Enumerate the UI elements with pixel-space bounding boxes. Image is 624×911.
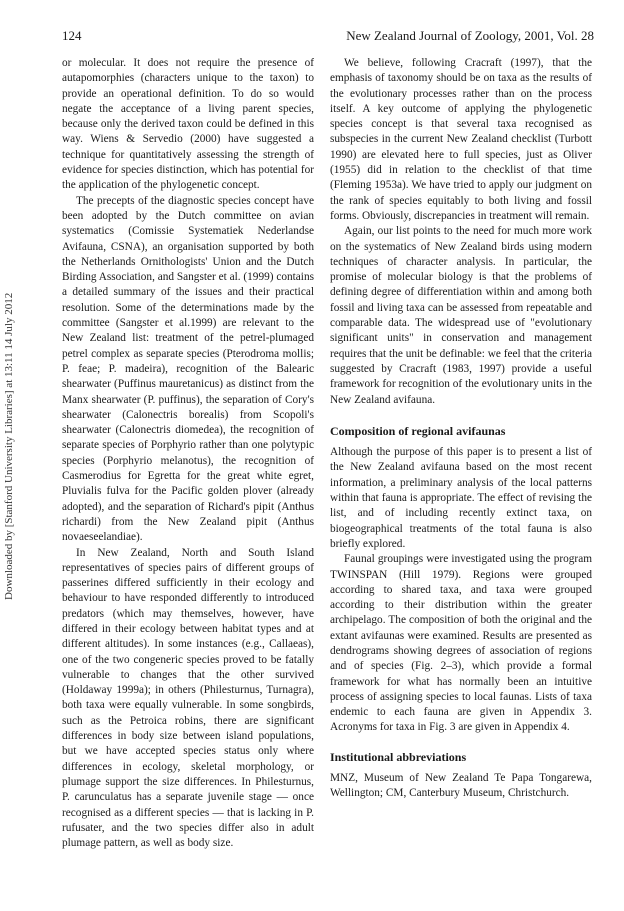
- right-paragraph-2: Again, our list points to the need for much more work on the systematics of New Zealand birds using modern techniques of character analysis. In particular, the promise of molecular biology is that the problems of defining degree of differentiation within and among both fossil and living taxa can be assessed from repeatable and comparable data. The widespread use of "evolutionary significant units" in conservation and management requires that the unit be definable: we feel that the criteria suggested by Cracraft (1983, 1997) provide a useful framework for recognition of the evolutionary units in the New Zealand avifauna.: [330, 225, 592, 406]
- journal-title: New Zealand Journal of Zoology, 2001, Vol. 28: [346, 28, 594, 43]
- page-number: 124: [62, 28, 82, 43]
- right-paragraph-5: MNZ, Museum of New Zealand Te Papa Tongarewa, Wellington; CM, Canterbury Museum, Christchurch.: [330, 772, 592, 800]
- section-heading-composition: Composition of regional avifaunas: [330, 423, 506, 438]
- left-paragraph-1: or molecular. It does not require the presence of autapomorphies (characters unique to the taxon) to provide an operational definition. To do so would negate the acceptance of a living parent species, because only the derived taxon could be defined in this way. Wiens & Servedio (2000) have suggested a technique for quantitatively assessing the strength of evidence for species distinction, which has potential for the application of the phylogenetic concept.: [62, 57, 314, 192]
- left-paragraph-3: In New Zealand, North and South Island representatives of species pairs of different groups of passerines differed sufficiently in their ecology and behaviour to have responded differently to introduced predators (which may themselves, however, have differed in their ecology between habitat types and at different altitudes). In some instances (e.g., Callaeas), one of the two congeneric species proved to be fatally vulnerable to changes that the other survived (Holdaway 1999a); in others (Philesturnus, Turnagra), both taxa were equally vulnerable. In some songbirds, such as the Petroica robins, there are significant differences in body size between island populations, but we have accepted species status only where differences in ecology, skeletal morphology, or plumage support the size differences. In Philesturnus, P. carunculatus has a separate juvenile stage — once recognised as a different species — that is lacking in P. rufusater, and the two species differ also in adult plumage pattern, as well as body size.: [62, 546, 314, 850]
- right-paragraph-1: We believe, following Cracraft (1997), that the emphasis of taxonomy should be on taxa as the results of the evolutionary processes rather than on the process itself. A key outcome of applying the phylogenetic species concept is that several taxa recognised as subspecies in the current New Zealand checklist (Turbott 1990) are elevated here to full species, just as Oliver (1955) did in relation to the checklist of that time (Fleming 1953a). We have tried to apply our judgment on the rank of species equitably to both living and fossil forms. Obviously, discrepancies in treatment will remain.: [330, 57, 592, 222]
- section-heading-abbreviations: Institutional abbreviations: [330, 749, 467, 764]
- right-column: [330, 56, 592, 802]
- download-note: Downloaded by [Stanford University Libraries] at 13:11 14 July 2012: [3, 292, 15, 600]
- left-column: [62, 56, 314, 851]
- left-paragraph-2: The precepts of the diagnostic species concept have been adopted by the Dutch committee on avian systematics (Comissie Systematiek Nederlandse Avifauna, CSNA), an organisation supported by both the Netherlands Ornithologists' Union and the Dutch Birding Association, and Sangster et al. (1999) contains a detailed summary of the issues and their practical resolution. Some of the determinations made by the committee (Sangster et al.1999) are relevant to the New Zealand list: treatment of the petrel-plumaged petrel complex as separate species (Pterodroma mollis; P. feae; P. madeira), recognition of the Balearic shearwater (Puffinus mauretanicus) as distinct from the Manx shearwater (P. puffinus), the separation of Cory's shearwater (Calonectris borealis) from Scopoli's shearwater (Calonectris diomedea), the recognition of separate species of Porphyrio rather than one polytypic species (Porphyrio melanotus), the recognition of Casmerodius for Egretta for the great white egret, Pluvialis fulva for the Pacific golden plover (already adopted), and the separation of Richard's pipit (Anthus richardi) from the New Zealand pipit (Anthus novaeseelandiae).: [62, 194, 314, 544]
- page-header: [62, 28, 594, 44]
- right-paragraph-3: Although the purpose of this paper is to present a list of the New Zealand avifauna based on the most recent information, a preliminary analysis of the local patterns within that fauna is appropriate. The effect of revising the list, and of including recently extinct taxa, on biogeographical treatments of the total fauna is also briefly explored.: [330, 446, 592, 550]
- right-paragraph-4: Faunal groupings were investigated using the program TWINSPAN (Hill 1979). Regions were grouped according to shared taxa, and taxa were grouped according to their distribution within the greater archipelago. The composition of both the original and the extant avifaunas were examined. Results are presented as dendrograms showing degrees of association of regions and of species (Fig. 2–3), which provide a formal framework for what has normally been an intuitive process of assigning species to local faunas. Lists of taxa endemic to each fauna are given in Appendix 3. Acronyms for taxa in Fig. 3 are given in Appendix 4.: [330, 553, 592, 734]
